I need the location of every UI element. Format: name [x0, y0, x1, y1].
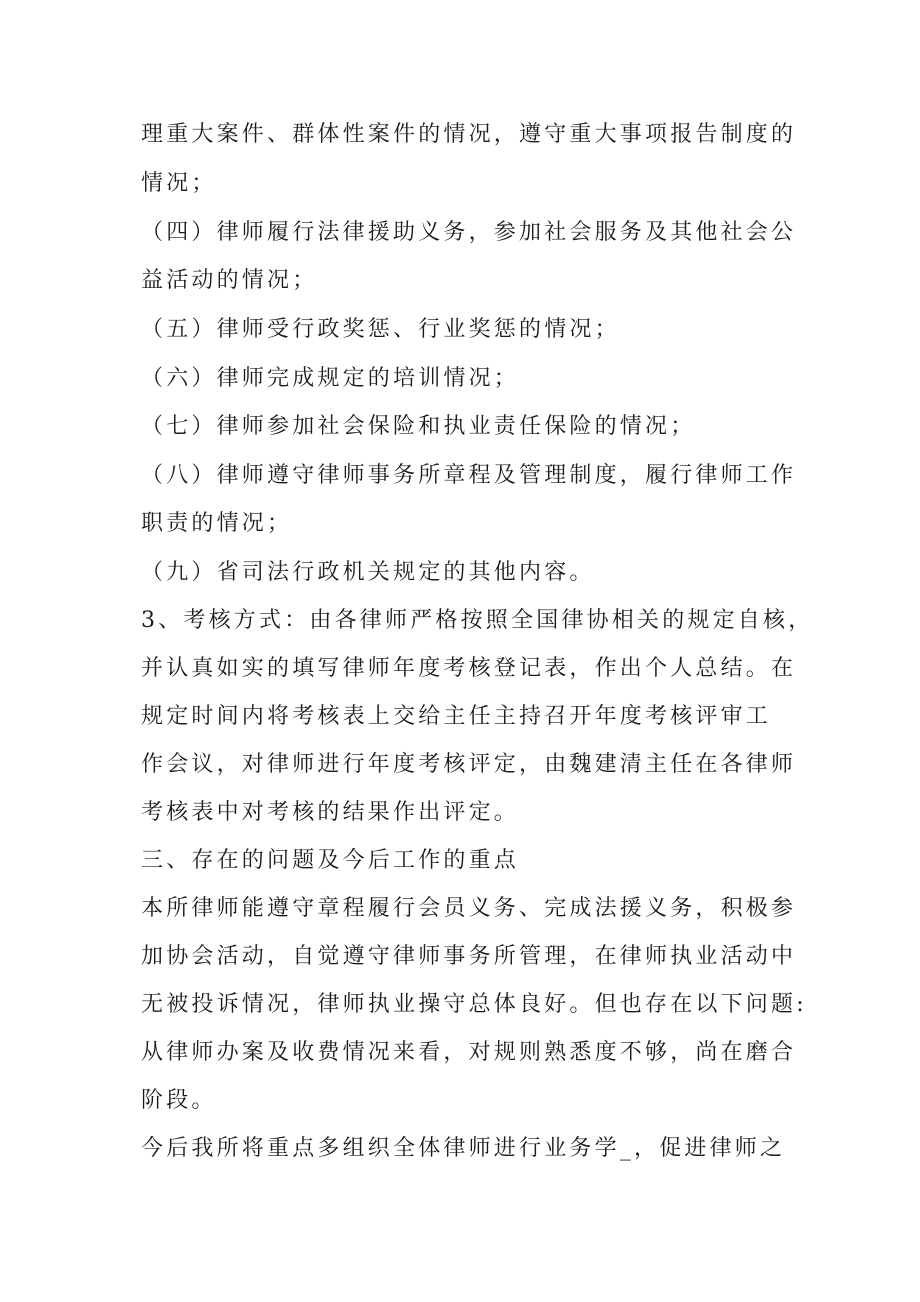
text-line: 从律师办案及收费情况来看，对规则熟悉度不够，尚在磨合: [141, 1040, 797, 1065]
section-heading: 三、存在的问题及今后工作的重点: [141, 848, 520, 873]
text-line: （六）律师完成规定的培训情况；: [141, 366, 520, 391]
text-line: 本所律师能遵守章程履行会员义务、完成法援义务，积极参: [141, 896, 797, 921]
text-line: 并认真如实的填写律师年度考核登记表，作出个人总结。在: [141, 656, 797, 681]
text-line: 无被投诉情况，律师执业操守总体良好。但也存在以下问题:: [141, 992, 807, 1017]
text-line: （四）律师履行法律援助义务，参加社会服务及其他社会公: [141, 220, 797, 245]
text-line: 职责的情况；: [141, 511, 293, 536]
text-line: （八）律师遵守律师事务所章程及管理制度，履行律师工作: [141, 463, 797, 488]
text-line: 益活动的情况；: [141, 268, 318, 293]
text-line: 理重大案件、群体性案件的情况，遵守重大事项报告制度的: [141, 122, 797, 147]
text-line: 规定时间内将考核表上交给主任主持召开年度考核评审工: [141, 704, 772, 729]
text-line: 今后我所将重点多组织全体律师进行业务学_，促进律师之: [141, 1136, 786, 1161]
text-line: 阶段。: [141, 1088, 217, 1113]
text-line: 3、考核方式：由各律师严格按照全国律协相关的规定自核，: [141, 608, 814, 633]
text-line: （七）律师参加社会保险和执业责任保险的情况；: [141, 414, 696, 439]
text-line: 情况；: [141, 171, 217, 196]
text-line: 加协会活动，自觉遵守律师事务所管理，在律师执业活动中: [141, 944, 797, 969]
text-line: （五）律师受行政奖惩、行业奖惩的情况；: [141, 317, 620, 342]
text-line: 作会议，对律师进行年度考核评定，由魏建清主任在各律师: [141, 752, 797, 777]
text-line: 考核表中对考核的结果作出评定。: [141, 800, 520, 825]
text-line: （九）省司法行政机关规定的其他内容。: [141, 560, 595, 585]
